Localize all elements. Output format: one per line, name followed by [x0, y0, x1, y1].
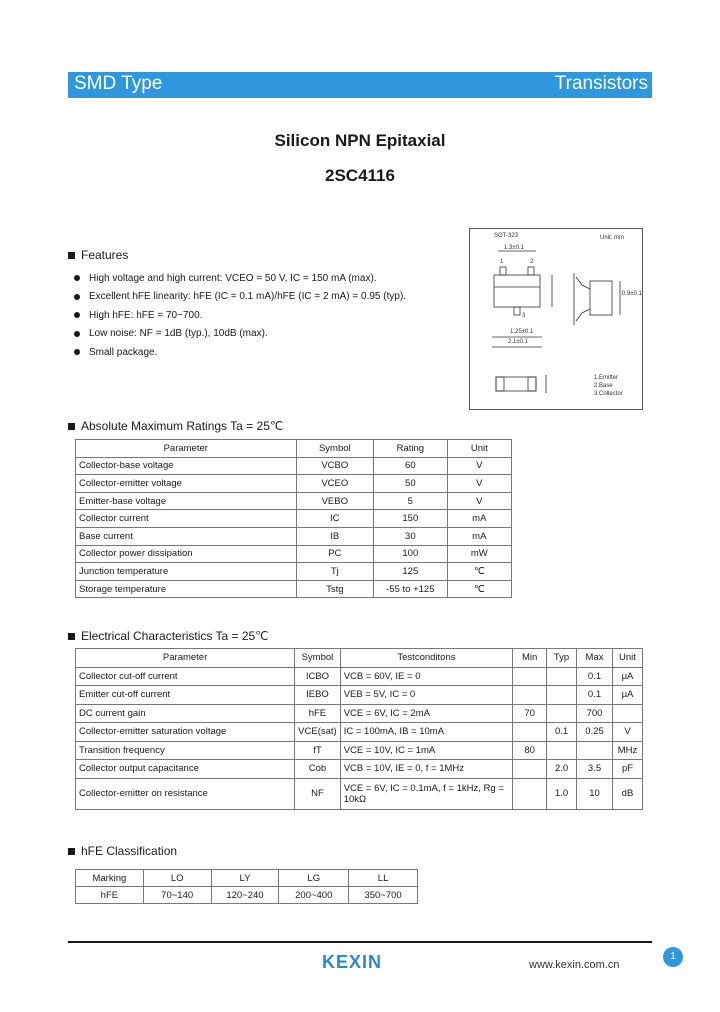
table-cell: Storage temperature [76, 580, 297, 598]
square-bullet-icon [68, 252, 75, 259]
feature-item: Low noise: NF = 1dB (typ.), 10dB (max). [68, 325, 458, 344]
column-header: Max [577, 649, 613, 668]
table-cell: Junction temperature [76, 563, 297, 581]
table-cell: V [447, 475, 511, 493]
table-cell: Collector-emitter saturation voltage [76, 723, 295, 742]
table-cell: 0.1 [577, 667, 613, 686]
table-cell [513, 760, 547, 779]
column-header: Symbol [295, 649, 341, 668]
product-type-label: SMD Type [74, 73, 163, 94]
table-cell: 125 [374, 563, 448, 581]
table-cell: 700 [577, 704, 613, 723]
features-list [68, 269, 458, 362]
table-cell: NF [295, 778, 341, 809]
bullet-dot-icon [74, 331, 80, 337]
table-row [76, 704, 643, 723]
dimension-label: 1.25±0.1 [510, 329, 534, 335]
table-header-row [76, 649, 643, 668]
table-cell: 1.0 [547, 778, 577, 809]
table-cell: Transition frequency [76, 741, 295, 760]
table-cell: 5 [374, 492, 448, 510]
feature-item: High voltage and high current: VCEO = 50 V, IC = 150 mA (max). [68, 269, 458, 288]
table-cell: Tstg [296, 580, 374, 598]
pin-number: 1 [500, 259, 504, 265]
table-cell: Collector-base voltage [76, 457, 297, 475]
table-row: Marking LO LY LG LL [76, 870, 418, 887]
pin-number: 3 [522, 313, 526, 319]
table-row [76, 457, 512, 475]
table-row [76, 563, 512, 581]
table-cell: Collector cut-off current [76, 667, 295, 686]
column-header: Testconditons [340, 649, 512, 668]
table-row [76, 723, 643, 742]
product-category-label: Transistors [554, 73, 648, 94]
table-cell: VCE = 6V, IC = 0.1mA, f = 1kHz, Rg = 10kΩ [340, 778, 512, 809]
electrical-table [75, 648, 643, 810]
table-cell: ℃ [447, 563, 511, 581]
table-cell: 0.1 [577, 686, 613, 705]
table-row: hFE 70~140 120~240 200~400 350~700 [76, 887, 418, 904]
package-drawing [469, 228, 643, 410]
table-cell [513, 667, 547, 686]
table-cell: V [447, 492, 511, 510]
table-cell: pF [612, 760, 642, 779]
square-bullet-icon [68, 423, 75, 430]
dimension-label: 2.1±0.1 [508, 339, 528, 345]
table-cell: 50 [374, 475, 448, 493]
table-cell: Collector power dissipation [76, 545, 297, 563]
table-cell: 2.0 [547, 760, 577, 779]
column-header: Unit [612, 649, 642, 668]
table-cell: VEB = 5V, IC = 0 [340, 686, 512, 705]
website-link[interactable]: www.kexin.com.cn [529, 959, 620, 971]
table-cell: VCEO [296, 475, 374, 493]
column-header: Typ [547, 649, 577, 668]
table-cell: Collector current [76, 510, 297, 528]
table-cell: VEBO [296, 492, 374, 510]
footer-divider [68, 941, 652, 943]
table-row [76, 527, 512, 545]
table-cell: 80 [513, 741, 547, 760]
table-cell: PC [296, 545, 374, 563]
table-cell: Collector-emitter on resistance [76, 778, 295, 809]
column-header: Parameter [76, 440, 297, 458]
pin-assignment: 3.Collector [594, 391, 623, 397]
table-cell: ℃ [447, 580, 511, 598]
table-cell: VCB = 10V, IE = 0, f = 1MHz [340, 760, 512, 779]
table-cell: hFE [295, 704, 341, 723]
table-cell: μA [612, 667, 642, 686]
feature-item: Excellent hFE linearity: hFE (IC = 0.1 mA)/hFE (IC = 2 mA) = 0.95 (typ). [68, 288, 458, 307]
table-cell: Collector-emitter voltage [76, 475, 297, 493]
brand-logo: KEXIN [322, 952, 383, 972]
table-cell [577, 741, 613, 760]
table-cell: VCE = 6V, IC = 2mA [340, 704, 512, 723]
column-header: Parameter [76, 649, 295, 668]
feature-item: High hFE: hFE = 70~700. [68, 306, 458, 325]
table-cell: 150 [374, 510, 448, 528]
bullet-dot-icon [74, 312, 80, 318]
table-cell [513, 686, 547, 705]
column-header: Min [513, 649, 547, 668]
features-heading: Features [68, 248, 458, 262]
unit-label: Unit: mm [600, 235, 624, 241]
table-cell: DC current gain [76, 704, 295, 723]
table-cell: 0.1 [547, 723, 577, 742]
table-cell: VCBO [296, 457, 374, 475]
table-cell: ICBO [295, 667, 341, 686]
table-cell [547, 667, 577, 686]
table-row [76, 580, 512, 598]
table-cell: 3.5 [577, 760, 613, 779]
table-cell: 70 [513, 704, 547, 723]
table-row [76, 475, 512, 493]
bullet-dot-icon [74, 275, 80, 281]
package-outline-drawing [470, 229, 644, 411]
table-cell: Emitter cut-off current [76, 686, 295, 705]
abs-max-heading: Absolute Maximum Ratings Ta = 25℃ [68, 419, 283, 433]
table-cell: Tj [296, 563, 374, 581]
table-cell: IC [296, 510, 374, 528]
table-cell [547, 741, 577, 760]
pin-number: 2 [530, 259, 534, 265]
table-cell: IB [296, 527, 374, 545]
table-row [76, 686, 643, 705]
table-cell: Base current [76, 527, 297, 545]
table-cell: -55 to +125 [374, 580, 448, 598]
table-cell: dB [612, 778, 642, 809]
table-row [76, 510, 512, 528]
table-cell: VCB = 60V, IE = 0 [340, 667, 512, 686]
table-row [76, 492, 512, 510]
abs-max-table [75, 439, 512, 598]
table-cell: 0.25 [577, 723, 613, 742]
table-cell: Collector output capacitance [76, 760, 295, 779]
column-header: Unit [447, 440, 511, 458]
table-cell: Cob [295, 760, 341, 779]
table-cell [513, 778, 547, 809]
table-cell: V [447, 457, 511, 475]
part-number: 2SC4116 [325, 166, 395, 185]
header-banner [68, 72, 652, 98]
table-cell [547, 686, 577, 705]
square-bullet-icon [68, 633, 75, 640]
table-cell: MHz [612, 741, 642, 760]
document-title: Silicon NPN Epitaxial [274, 131, 446, 150]
table-cell: 100 [374, 545, 448, 563]
table-cell: 60 [374, 457, 448, 475]
table-cell [612, 704, 642, 723]
table-row [76, 545, 512, 563]
table-row [76, 741, 643, 760]
table-cell: VCE(sat) [295, 723, 341, 742]
table-row [76, 667, 643, 686]
bullet-dot-icon [74, 294, 80, 300]
package-name: SOT-323 [494, 233, 519, 239]
electrical-heading: Electrical Characteristics Ta = 25℃ [68, 629, 269, 643]
table-cell: mA [447, 527, 511, 545]
table-cell: μA [612, 686, 642, 705]
feature-item: Small package. [68, 343, 458, 362]
dimension-label: 1.3±0.1 [504, 245, 524, 251]
pin-assignment: 2.Base [594, 383, 613, 389]
table-cell: Emitter-base voltage [76, 492, 297, 510]
table-cell: VCE = 10V, IC = 1mA [340, 741, 512, 760]
column-header: Symbol [296, 440, 374, 458]
table-cell: IEBO [295, 686, 341, 705]
table-row [76, 760, 643, 779]
table-cell [513, 723, 547, 742]
features-section [68, 248, 458, 362]
hfe-classification-table [75, 869, 418, 904]
pin-assignment: 1.Emitter [594, 375, 619, 381]
hfe-classification-heading: hFE Classification [68, 844, 177, 858]
table-cell: 10 [577, 778, 613, 809]
table-cell: mW [447, 545, 511, 563]
square-bullet-icon [68, 848, 75, 855]
table-cell: V [612, 723, 642, 742]
table-cell: fT [295, 741, 341, 760]
table-cell [547, 704, 577, 723]
table-row [76, 778, 643, 809]
table-cell: mA [447, 510, 511, 528]
table-header-row [76, 440, 512, 458]
column-header: Rating [374, 440, 448, 458]
dimension-label: 0.9±0.1 [622, 291, 642, 297]
page-number-badge: 1 [663, 947, 683, 967]
table-cell: IC = 100mA, IB = 10mA [340, 723, 512, 742]
bullet-dot-icon [74, 349, 80, 355]
table-cell: 30 [374, 527, 448, 545]
